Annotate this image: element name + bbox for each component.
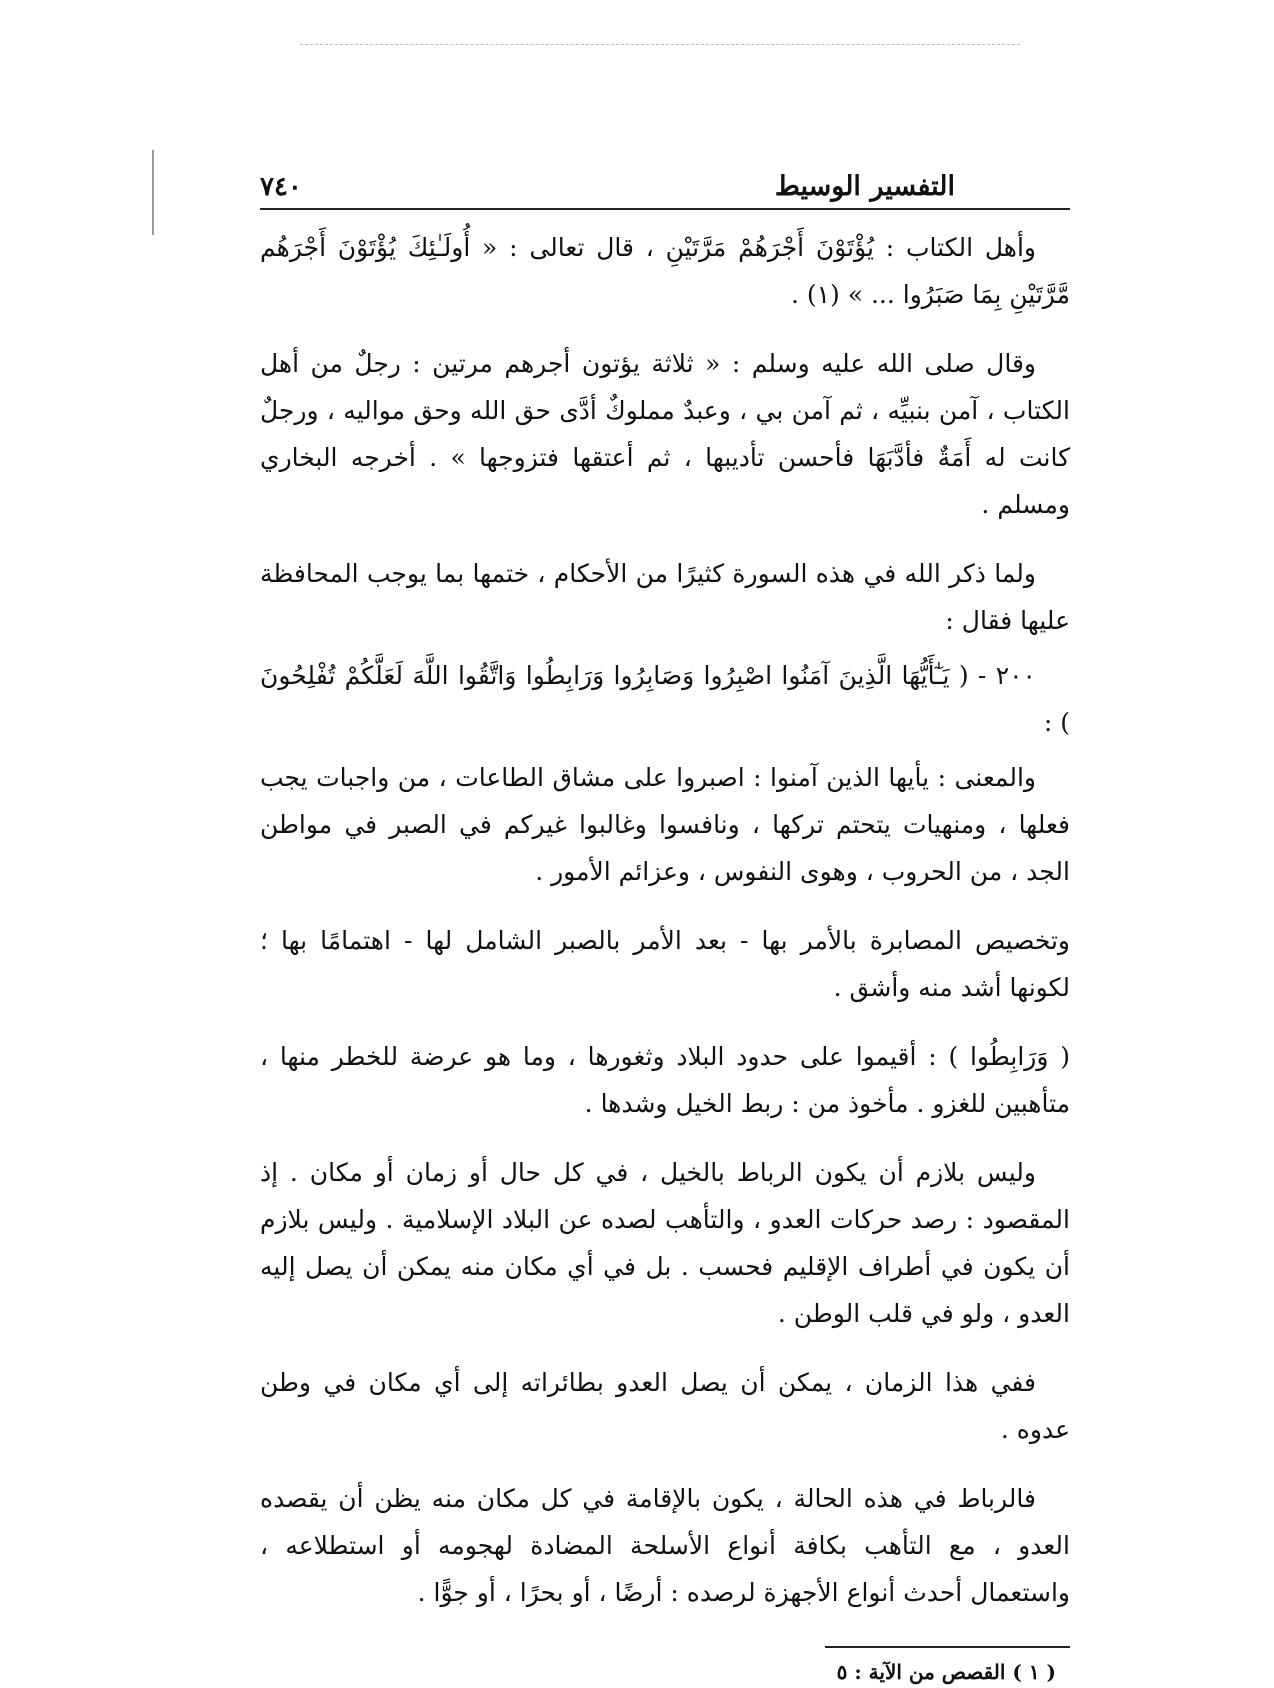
body-text [260,224,1070,1616]
paragraph-musabara: وتخصيص المصابرة بالأمر بها - بعد الأمر بالصبر الشامل لها - اهتمامًا بها ؛ لكونها أشد منه وأشق . [260,926,1070,1002]
running-title: التفسير الوسيط [774,171,955,202]
paragraph-ahl-alkitab: وأهل الكتاب : يُؤْتَوْنَ أَجْرَهُمْ مَرَّتَيْنِ ، قال تعالى : « أُولَـٰئِكَ يُؤْتَوْنَ أَجْرَهُم مَّرَّتَيْنِ بِمَا صَبَرُوا ... » (١) . [260,233,1070,309]
running-header [260,160,1070,210]
paragraph-transition: ولما ذكر الله في هذه السورة كثيرًا من الأحكام ، ختمها بما يوجب المحافظة عليها فقال : [260,559,1070,635]
paragraph-hadith: وقال صلى الله عليه وسلم : « ثلاثة يؤتون أجرهم مرتين : رجلٌ من أهل الكتاب ، آمن بنبيِّه ، ثم آمن بي ، وعبدٌ مملوكٌ أدَّى حق الله وحق مواليه ، ورجلٌ كانت له أَمَةٌ فأدَّبَهَا فأحسن تأديبها ، ثم أعتقها فتزوجها » . أخرجه البخاري ومسلم . [260,349,1070,519]
footnote: ( ١ ) القصص من الآية : ٥ [836,1660,1056,1684]
paragraph-ribat-meaning: وليس بلازم أن يكون الرباط بالخيل ، في كل حال أو زمان أو مكان . إذ المقصود : رصد حركات العدو ، والتأهب لصده عن البلاد الإسلامية . وليس بلازم أن يكون في أطراف الإقليم فحسب . بل في أي مكان منه يمكن أن يصل إليه العدو ، ولو في قلب الوطن . [260,1158,1070,1328]
paragraph-ribat-now: فالرباط في هذه الحالة ، يكون بالإقامة في كل مكان منه يظن أن يقصده العدو ، مع التأهب بكافة أنواع الأسلحة المضادة لهجومه أو استطلاعه ، واستعمال أحدث أنواع الأجهزة لرصده : أرضًا ، أو بحرًا ، أو جوًّا . [260,1484,1070,1607]
scan-margin-mark [152,150,154,235]
book-page [260,160,1070,1688]
paragraph-meaning: والمعنى : يأيها الذين آمنوا : اصبروا على مشاق الطاعات ، من واجبات يجب فعلها ، ومنهيات يتحتم تركها ، ونافسوا وغالبوا غيركم في الصبر في مواطن الجد ، من الحروب ، وهوى النفوس ، وعزائم الأمور . [260,763,1070,886]
paragraph-this-era: ففي هذا الزمان ، يمكن أن يصل العدو بطائراته إلى أي مكان في وطن عدوه . [260,1368,1070,1444]
verse-200: ٢٠٠ - ( يَـٰٓأَيُّهَا الَّذِينَ آمَنُوا اصْبِرُوا وَصَابِرُوا وَرَابِطُوا وَاتَّقُوا اللَّهَ لَعَلَّكُمْ تُفْلِحُونَ ) : [260,661,1070,737]
scan-artifact-line [300,44,1020,45]
footnote-rule [825,1646,1070,1648]
paragraph-rabitu: ( وَرَابِطُوا ) : أقيموا على حدود البلاد وثغورها ، وما هو عرضة للخطر منها ، متأهبين للغزو . مأخوذ من : ربط الخيل وشدها . [260,1042,1070,1118]
page-number: ٧٤٠ [260,172,302,202]
